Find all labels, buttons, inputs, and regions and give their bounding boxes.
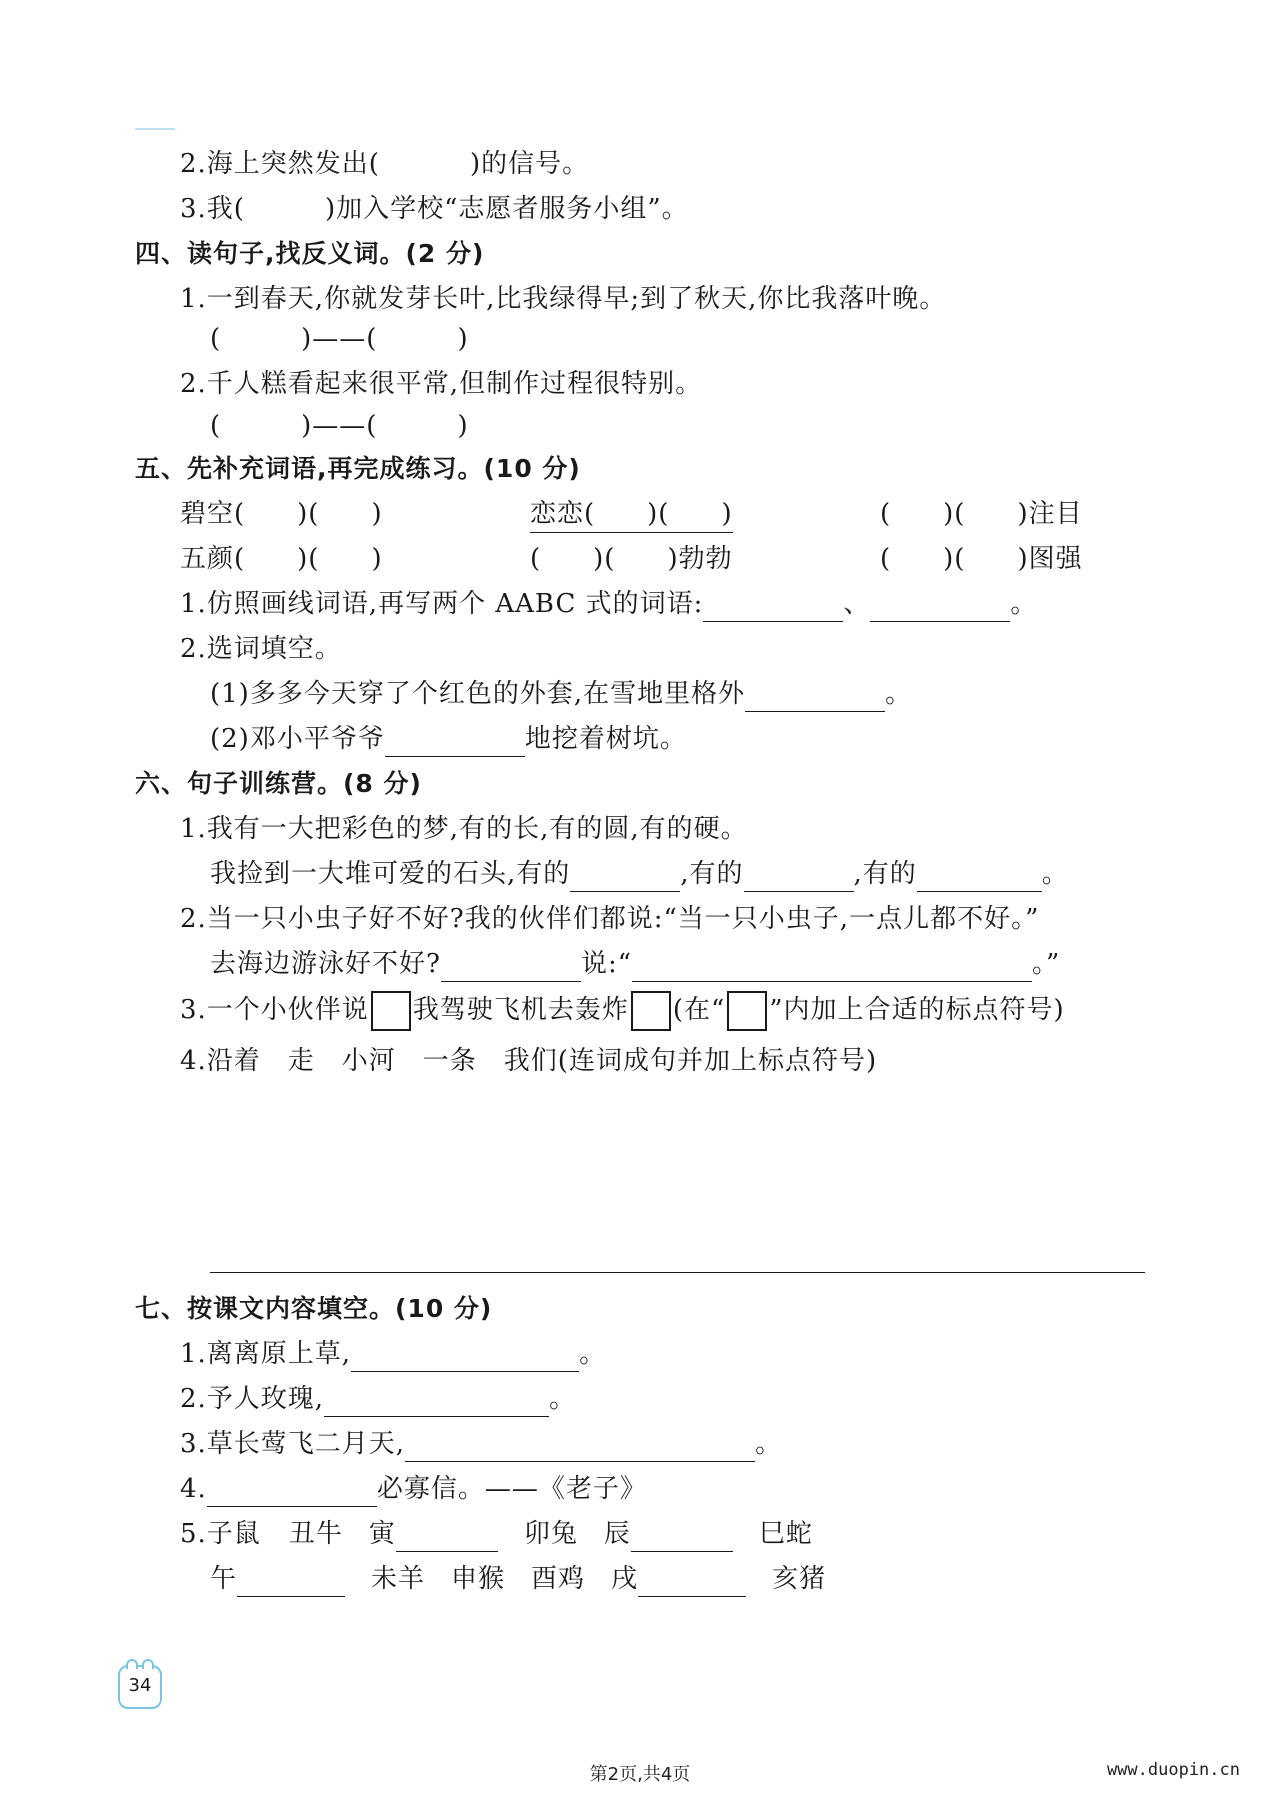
sec3-q3: 3.我( )加入学校“志愿者服务小组”。 — [180, 194, 689, 224]
sec4-title: 四、读句子,找反义词。(2 分) — [135, 239, 485, 268]
footer-page-indicator: 第2页,共4页 — [589, 1764, 691, 1785]
answer-blank[interactable] — [237, 1566, 345, 1597]
sec6-q2b: 去海边游泳好不好? 说:“ 。” — [210, 946, 1060, 982]
sec6-q4: 4.沿着 走 小河 一条 我们(连词成句并加上标点符号) — [180, 1046, 878, 1076]
punctuation-box[interactable] — [631, 991, 671, 1031]
answer-blank[interactable] — [744, 861, 854, 892]
answer-blank[interactable] — [638, 1566, 746, 1597]
sec4-answer1[interactable]: ( )——( ) — [210, 324, 469, 354]
sec5-row1-word1[interactable]: 碧空( )( ) — [180, 499, 383, 529]
sec7-q5-row2: 午 未羊 申猴 酉鸡 戌 亥猪 — [210, 1561, 826, 1597]
sec4-answer2[interactable]: ( )——( ) — [210, 411, 469, 441]
sec5-row2-word1[interactable]: 五颜( )( ) — [180, 544, 383, 574]
sec5-q1: 1.仿照画线词语,再写两个 AABC 式的词语: 、 。 — [180, 586, 1037, 622]
answer-blank[interactable] — [351, 1341, 579, 1372]
answer-blank[interactable] — [405, 1431, 755, 1462]
sec6-q1: 1.我有一大把彩色的梦,有的长,有的圆,有的硬。 — [180, 814, 748, 844]
sec5-row1-word2-underlined[interactable]: 恋恋( )( ) — [530, 496, 733, 533]
answer-blank[interactable] — [632, 951, 1032, 982]
sec3-q2: 2.海上突然发出( )的信号。 — [180, 149, 590, 179]
answer-blank[interactable] — [396, 1521, 498, 1552]
sec7-q4: 4. 必寡信。——《老子》 — [180, 1471, 647, 1507]
sec4-q2: 2.千人糕看起来很平常,但制作过程很特别。 — [180, 369, 703, 399]
sec7-q2: 2.予人玫瑰, 。 — [180, 1381, 576, 1417]
answer-blank[interactable] — [570, 861, 680, 892]
footer-website: www.duopin.cn — [1106, 1760, 1240, 1780]
sec6-title: 六、句子训练营。(8 分) — [135, 769, 422, 798]
answer-blank[interactable] — [917, 861, 1042, 892]
sec5-row1-word3[interactable]: ( )( )注目 — [880, 499, 1083, 529]
sec6-q3: 3.一个小伙伴说 我驾驶飞机去轰炸 (在“ ”内加上合适的标点符号) — [180, 991, 1065, 1031]
sec7-q3: 3.草长莺飞二月天, 。 — [180, 1426, 782, 1462]
sec5-row2-word2[interactable]: ( )( )勃勃 — [530, 544, 733, 574]
page-number: 34 — [118, 1665, 162, 1709]
answer-blank[interactable] — [703, 591, 843, 622]
sec7-q1: 1.离离原上草, 。 — [180, 1336, 606, 1372]
answer-blank[interactable] — [745, 681, 885, 712]
answer-blank[interactable] — [207, 1476, 377, 1507]
answer-blank[interactable] — [324, 1386, 549, 1417]
sec5-row2-word3[interactable]: ( )( )图强 — [880, 544, 1083, 574]
sec6-q1b: 我捡到一大堆可爱的石头,有的 ,有的 ,有的 。 — [210, 856, 1069, 892]
answer-blank[interactable] — [441, 951, 581, 982]
answer-blank[interactable] — [870, 591, 1010, 622]
sec5-q2b: (2)邓小平爷爷 地挖着树坑。 — [210, 721, 687, 757]
answer-blank[interactable] — [385, 726, 525, 757]
sec5-title: 五、先补充词语,再完成练习。(10 分) — [135, 454, 581, 483]
punctuation-box-example — [727, 991, 767, 1031]
sec6-q2: 2.当一只小虫子好不好?我的伙伴们都说:“当一只小虫子,一点儿都不好。” — [180, 904, 1040, 934]
top-accent-line — [135, 128, 175, 130]
sentence-answer-line[interactable] — [210, 1272, 1145, 1273]
sec4-q1: 1.一到春天,你就发芽长叶,比我绿得早;到了秋天,你比我落叶晚。 — [180, 284, 947, 314]
sec5-q2a: (1)多多今天穿了个红色的外套,在雪地里格外 。 — [210, 676, 912, 712]
sec7-q5-row1: 5.子鼠 丑牛 寅 卯兔 辰 巳蛇 — [180, 1516, 813, 1552]
sec5-q2: 2.选词填空。 — [180, 634, 342, 664]
punctuation-box[interactable] — [371, 991, 411, 1031]
sec7-title: 七、按课文内容填空。(10 分) — [135, 1294, 493, 1323]
answer-blank[interactable] — [631, 1521, 733, 1552]
